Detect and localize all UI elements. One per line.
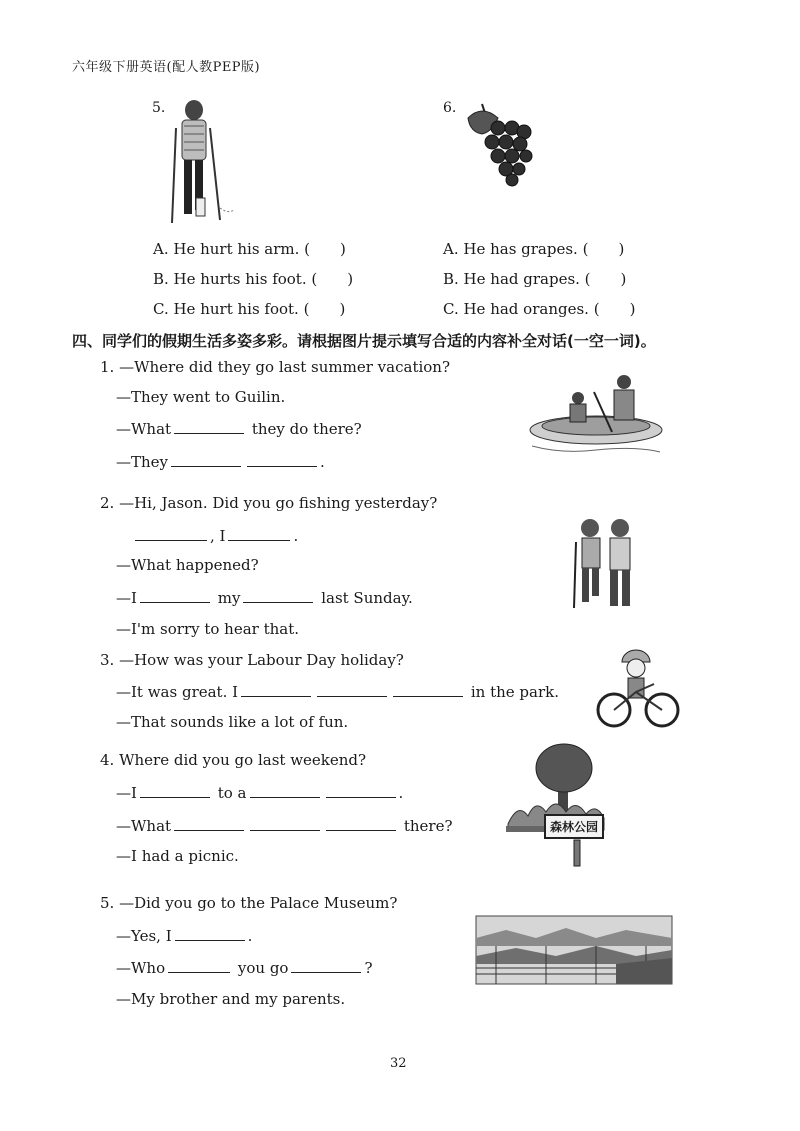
q6-option-c: C. He had oranges. ( ) [443, 300, 636, 318]
blank[interactable] [228, 526, 290, 541]
d4-line4: —I had a picnic. [116, 847, 239, 865]
blank[interactable] [393, 682, 463, 697]
grapes-image [462, 100, 542, 190]
rafting-boat-image [528, 372, 664, 458]
d1-line2: —They went to Guilin. [116, 388, 286, 406]
question-6-number: 6. [443, 100, 457, 116]
question-5-number: 5. [152, 100, 166, 116]
blank[interactable] [171, 452, 241, 467]
d1-line4: —They . [116, 453, 325, 471]
blank[interactable] [241, 682, 311, 697]
blank[interactable] [250, 783, 320, 798]
d3-line1: 3. —How was your Labour Day holiday? [100, 651, 404, 669]
page-number: 32 [390, 1056, 407, 1071]
d2-line2: , I . [132, 526, 298, 545]
blank[interactable] [174, 419, 244, 434]
blank[interactable] [140, 783, 210, 798]
d2-line3: —What happened? [116, 556, 259, 574]
q5-option-c: C. He hurt his foot. ( ) [153, 300, 346, 318]
boy-on-crutches-image [168, 98, 238, 228]
page-header: 六年级下册英语(配人教PEP版) [72, 60, 261, 75]
d2-line5: —I'm sorry to hear that. [116, 620, 300, 638]
blank[interactable] [317, 682, 387, 697]
blank[interactable] [326, 816, 396, 831]
blank[interactable] [247, 452, 317, 467]
d3-line2: —It was great. I in the park. [116, 683, 559, 701]
q6-option-a: A. He has grapes. ( ) [443, 240, 625, 258]
forest-park-sign: 森林公园 [544, 814, 604, 839]
d1-line1: 1. —Where did they go last summer vacation? [100, 358, 451, 376]
blank[interactable] [168, 958, 230, 973]
d5-line1: 5. —Did you go to the Palace Museum? [100, 894, 398, 912]
forest-park-image [504, 740, 636, 868]
blank[interactable] [291, 958, 361, 973]
d5-line3: —Who you go ? [116, 959, 373, 977]
q5-option-b: B. He hurts his foot. ( ) [153, 270, 354, 288]
q6-option-b: B. He had grapes. ( ) [443, 270, 627, 288]
d3-line3: —That sounds like a lot of fun. [116, 713, 349, 731]
palace-museum-image [476, 916, 672, 984]
blank[interactable] [326, 783, 396, 798]
blank[interactable] [175, 926, 245, 941]
section-4-title: 四、同学们的假期生活多姿多彩。请根据图片提示填写合适的内容补全对话(一空一词)。 [72, 332, 656, 350]
boys-with-crutch-image [568, 516, 638, 612]
blank[interactable] [243, 588, 313, 603]
d2-line4: —I my last Sunday. [116, 589, 413, 607]
d5-line4: —My brother and my parents. [116, 990, 346, 1008]
blank[interactable] [135, 526, 207, 541]
d2-line1: 2. —Hi, Jason. Did you go fishing yesterday? [100, 494, 438, 512]
blank[interactable] [140, 588, 210, 603]
blank[interactable] [250, 816, 320, 831]
d4-line1: 4. Where did you go last weekend? [100, 751, 367, 769]
d4-line2: —I to a . [116, 784, 404, 802]
girl-riding-bike-image [596, 648, 680, 730]
blank[interactable] [174, 816, 244, 831]
q5-option-a: A. He hurt his arm. ( ) [153, 240, 346, 258]
d5-line2: —Yes, I . [116, 927, 253, 945]
d1-line3: —What they do there? [116, 420, 362, 438]
d4-line3: —What there? [116, 817, 453, 835]
